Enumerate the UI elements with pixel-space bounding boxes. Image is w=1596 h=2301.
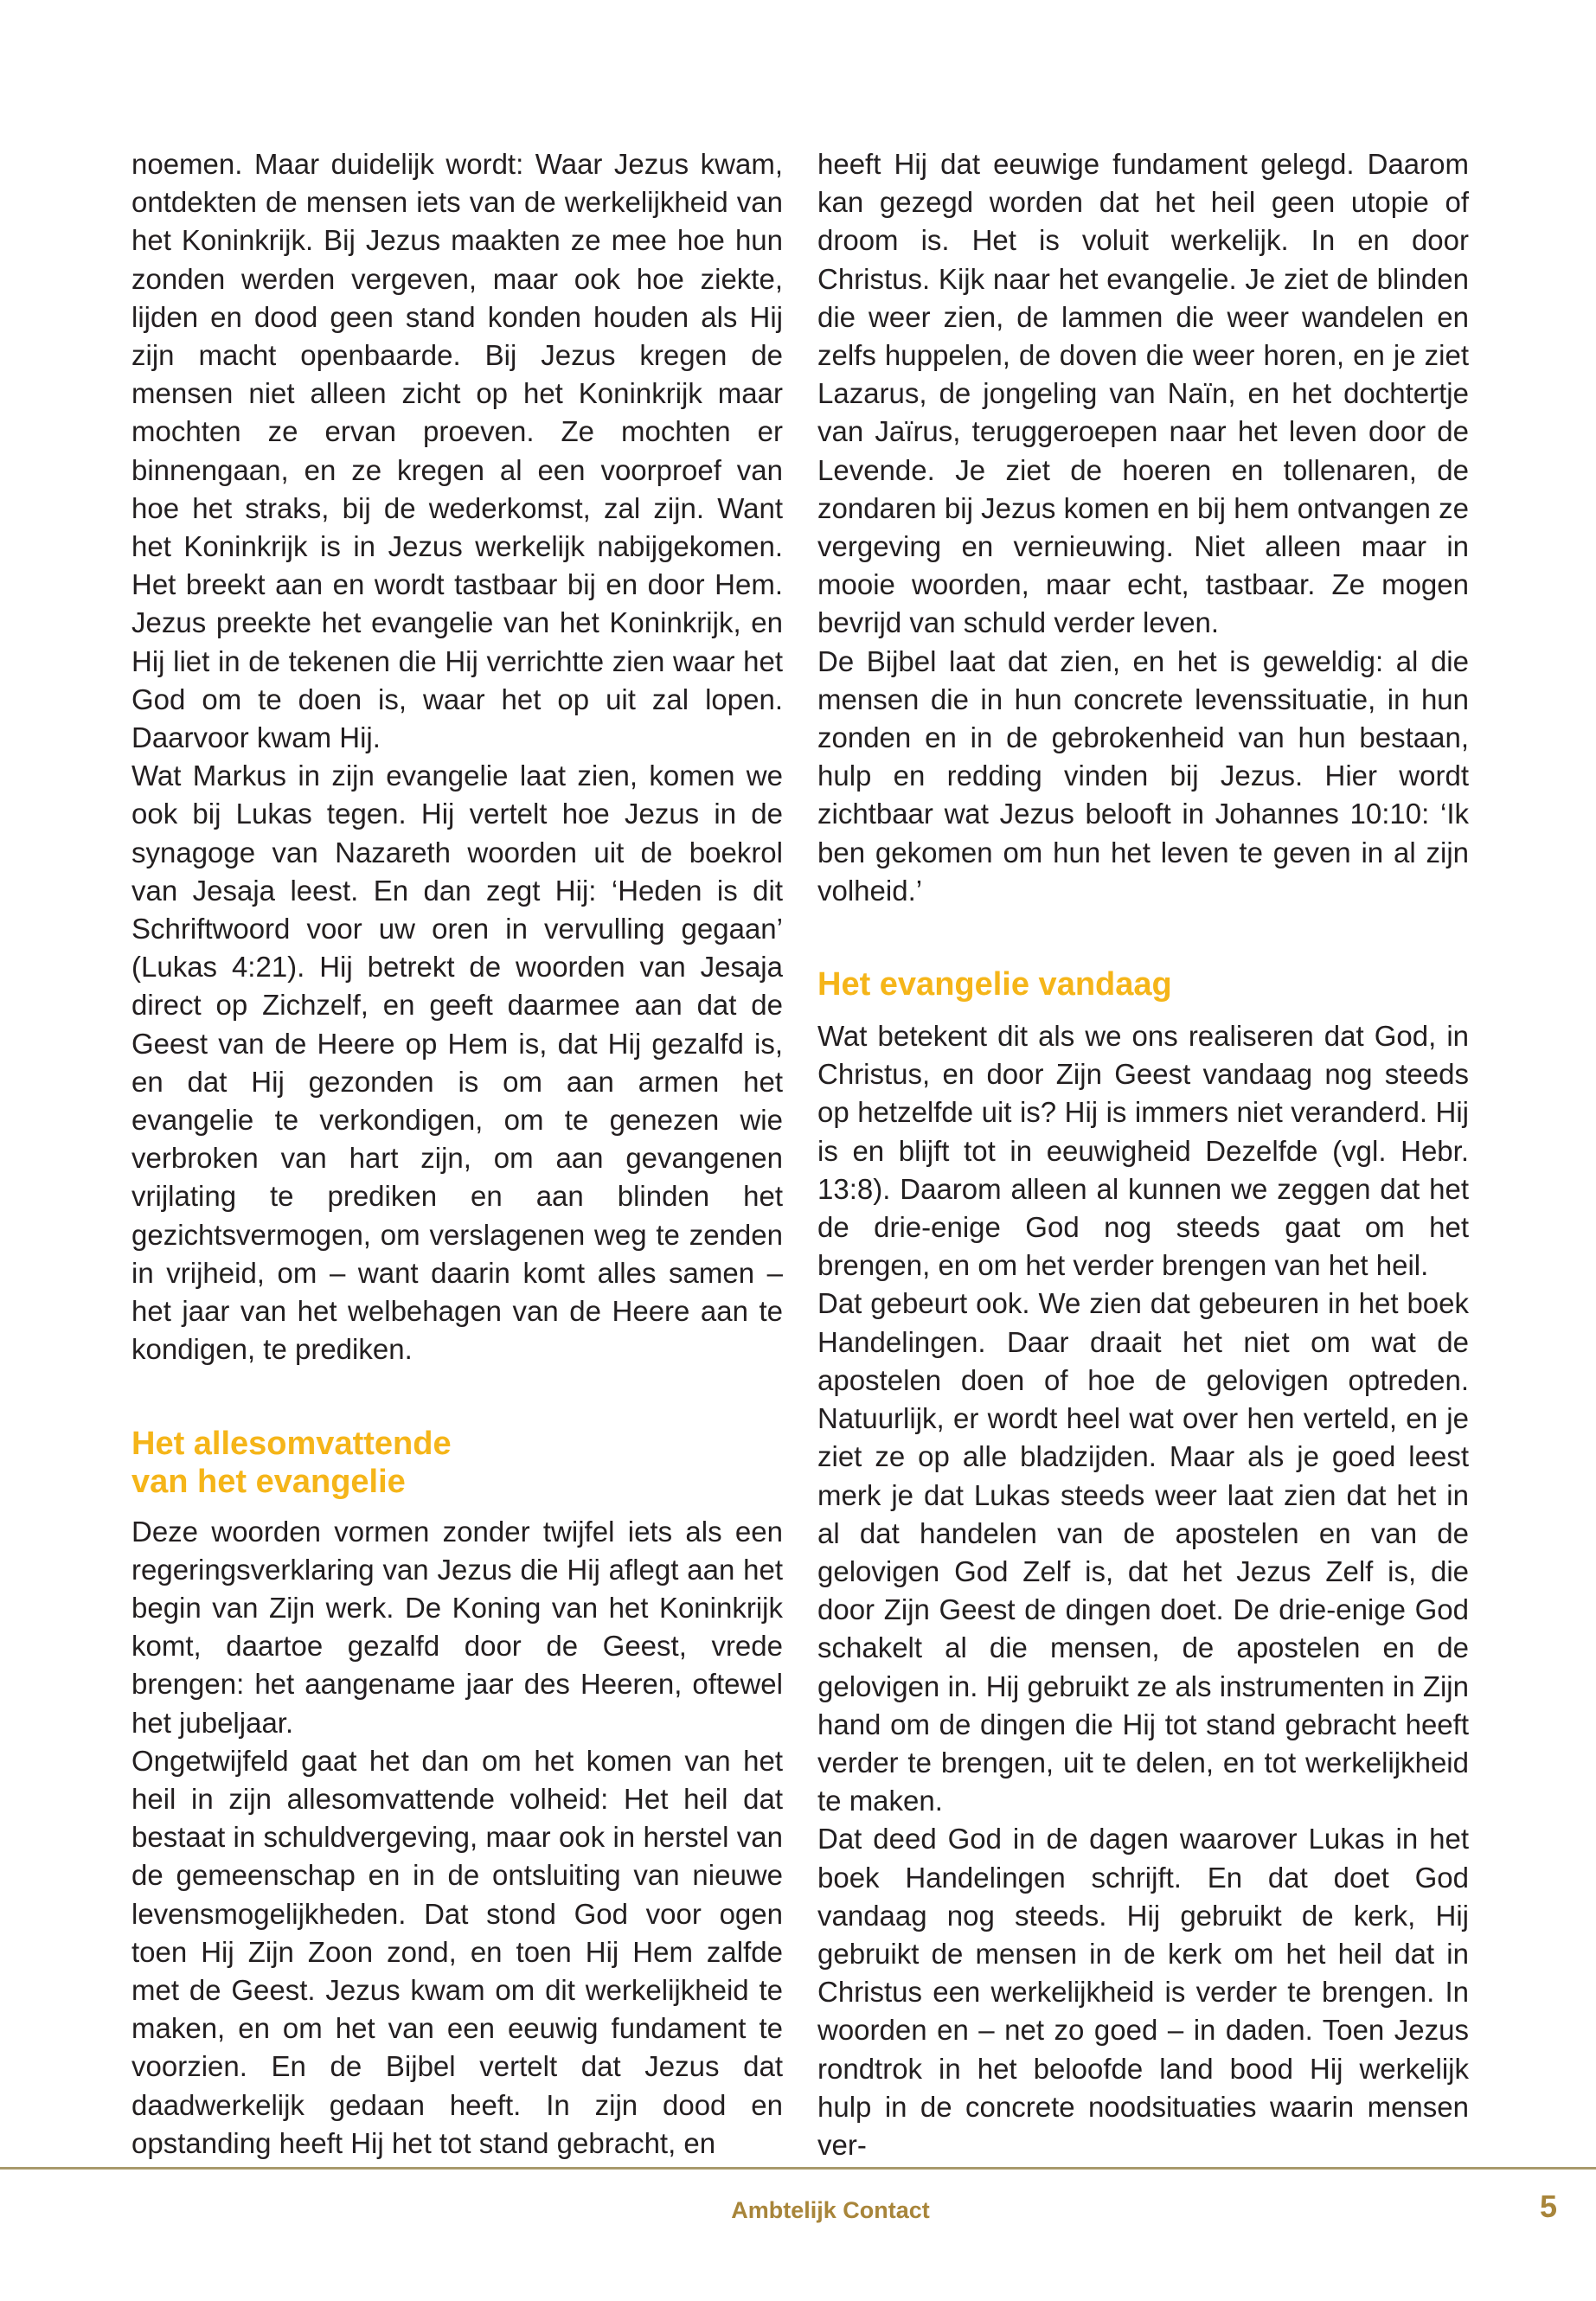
- body-paragraph: heeft Hij dat eeuwige fundament gelegd. Daarom kan gezegd worden dat het heil geen utopie of droom is. Het is voluit werkelijk. In en door Christus. Kijk naar het evangelie. Je ziet de blinden die weer zien, de lammen die weer wandelen en zelfs huppelen, de doven die weer horen, en je ziet Lazarus, de jongeling van Naïn, en het dochtertje van Jaïrus, teruggeroepen naar het leven door de Levende. Je ziet de hoeren en tollenaren, de zondaren bij Jezus komen en bij hem ontvangen ze vergeving en vernieuwing. Niet alleen maar in mooie woorden, maar echt, tastbaar. Ze mogen bevrijd van schuld verder leven.: [817, 148, 1469, 639]
- footer-divider: [0, 2167, 1596, 2170]
- body-paragraph: noemen. Maar duidelijk wordt: Waar Jezus kwam, ontdekten de mensen iets van de werkelijkheid van het Koninkrijk. Bij Jezus maakten ze mee hoe hun zonden werden vergeven, maar ook hoe ziekte, lijden en dood geen stand konden houden als Hij zijn macht openbaarde. Bij Jezus kregen de mensen niet alleen zicht op het Koninkrijk maar mochten ze ervan proeven. Ze mochten er binnengaan, en ze kregen al een voorproef van hoe het straks, bij de wederkomst, zal zijn. Want het Koninkrijk is in Jezus werkelijk nabijgekomen. Het breekt aan en wordt tastbaar bij en door Hem. Jezus preekte het evangelie van het Koninkrijk, en Hij liet in de tekenen die Hij verrichtte zien waar het God om te doen is, waar het op uit zal lopen. Daarvoor kwam Hij.: [131, 148, 783, 754]
- footer-publication-title: Ambtelijk Contact: [731, 2197, 930, 2223]
- page-number: 5: [1539, 2189, 1557, 2224]
- body-paragraph: Dat deed God in de dagen waarover Lukas in het boek Handelingen schrijft. En dat doet God vandaag nog steeds. Hij gebruikt de kerk, Hij gebruikt de mensen in de kerk om het heil dat in Christus een werkelijkheid is verder te brengen. In woorden en – net zo goed – in daden. Toen Jezus rondtrok in het beloofde land bood Hij werkelijk hulp in de concrete noodsituaties waarin mensen ver-: [817, 1823, 1469, 2161]
- body-paragraph: Deze woorden vormen zonder twijfel iets als een regeringsverklaring van Jezus die Hij aflegt aan het begin van Zijn werk. De Koning van het Koninkrijk komt, daartoe gezalfd door de Geest, vrede brengen: het aangename jaar des Heeren, oftewel het jubeljaar.: [131, 1515, 783, 1739]
- body-paragraph: Ongetwijfeld gaat het dan om het komen van het heil in zijn allesomvattende volheid: Het heil dat bestaat in schuldvergeving, maar ook in herstel van de gemeenschap en in de ontsluiting van nieuwe levensmogelijkheden. Dat stond God voor ogen toen Hij Zijn Zoon zond, en toen Hij Hem zalfde met de Geest. Jezus kwam om dit werkelijkheid te maken, en om het van een eeuwig fundament te voorzien. En de Bijbel vertelt dat Jezus dat daadwerkelijk gedaan heeft. In zijn dood en opstanding heeft Hij het tot stand gebracht, en: [131, 1744, 783, 2159]
- body-paragraph: Wat Markus in zijn evangelie laat zien, komen we ook bij Lukas tegen. Hij vertelt hoe Jezus in de synagoge van Nazareth woorden uit de boekrol van Jesaja leest. En dan zegt Hij: ‘Heden is dit Schriftwoord voor uw oren in vervulling gegaan’ (Lukas 4:21). Hij betrekt de woorden van Jesaja direct op Zichzelf, en geeft daarmee aan dat de Geest van de Heere op Hem is, dat Hij gezalfd is, en dat Hij gezonden is om aan armen het evangelie te verkondigen, om te genezen wie verbroken van hart zijn, om aan gevangenen vrijlating te prediken en aan blinden het gezichtsvermogen, om verslagenen weg te zenden in vrijheid, om – want daarin komt alles samen – het jaar van het welbehagen van de Heere aan te kondigen, te prediken.: [131, 760, 783, 1366]
- body-paragraph: Wat betekent dit als we ons realiseren dat God, in Christus, en door Zijn Geest vandaag nog steeds op hetzelfde uit is? Hij is immers niet veranderd. Hij is en blijft tot in eeuwigheid Dezelfde (vgl. Hebr. 13:8). Daarom alleen al kunnen we zeggen dat het de drie-enige God nog steeds gaat om het brengen, en om het verder brengen van het heil.: [817, 1020, 1469, 1282]
- right-column: [817, 145, 1469, 2164]
- heading-line: van het evangelie: [131, 1463, 406, 1500]
- left-column: [131, 145, 783, 2163]
- body-paragraph: Dat gebeurt ook. We zien dat gebeuren in het boek Handelingen. Daar draait het niet om wat de apostelen doen of hoe de gelovigen optreden. Natuurlijk, er wordt heel wat over hen verteld, en je ziet ze op alle bladzijden. Maar als je goed leest merk je dat Lukas steeds weer laat zien dat het in al dat handelen van de apostelen en van de gelovigen God Zelf is, dat het Jezus Zelf is, die door Zijn Geest de dingen doet. De drie-enige God schakelt al die mensen, de apostelen en de gelovigen in. Hij gebruikt ze als instrumenten in Zijn hand om de dingen die Hij tot stand gebracht heeft verder te brengen, uit te delen, en tot werkelijkheid te maken.: [817, 1287, 1469, 1817]
- heading-line: Het allesomvattende: [131, 1425, 452, 1462]
- section-heading: [131, 1425, 783, 1501]
- body-paragraph: De Bijbel laat dat zien, en het is geweldig: al die mensen die in hun concrete levenssituatie, in hun zonden en in de gebrokenheid van hun bestaan, hulp en redding vinden bij Jezus. Hier wordt zichtbaar wat Jezus belooft in Johannes 10:10: ‘Ik ben gekomen om hun het leven te geven in al zijn volheid.’: [817, 644, 1469, 907]
- section-heading: Het evangelie vandaag: [817, 966, 1172, 1003]
